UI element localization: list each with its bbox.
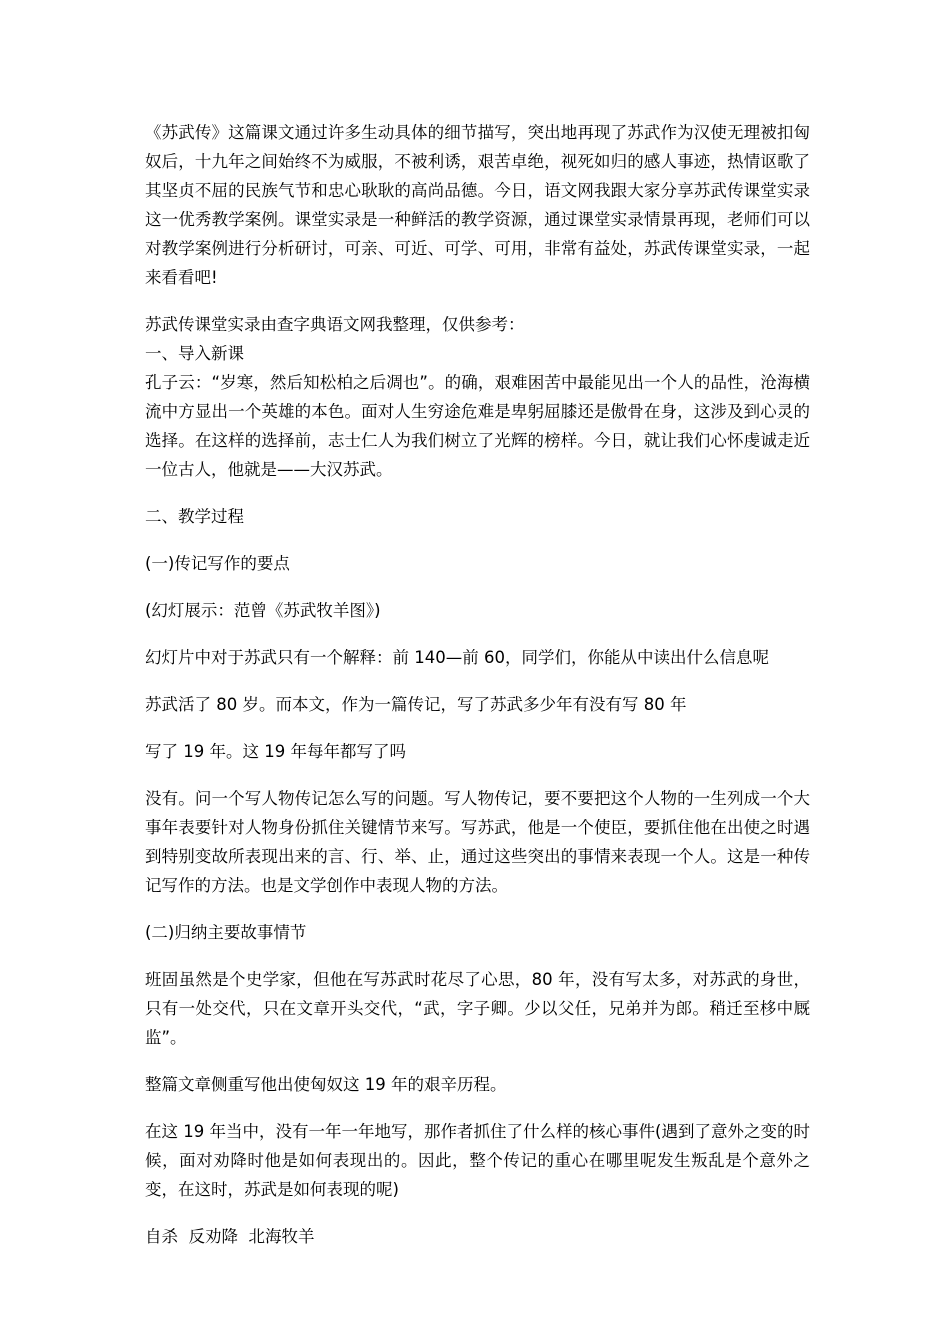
answer-paragraph-years: 写了 19 年。这 19 年每年都写了吗 <box>145 742 406 761</box>
answer-paragraph-age: 苏武活了 80 岁。而本文，作为一篇传记，写了苏武多少年有没有写 80 年 <box>145 695 687 714</box>
events-list: 自杀 反劝降 北海牧羊 <box>145 1227 315 1246</box>
focus-paragraph: 整篇文章侧重写他出使匈奴这 19 年的艰辛历程。 <box>145 1075 507 1094</box>
subheading-biography-points: (一)传记写作的要点 <box>145 554 290 573</box>
slide-note: (幻灯展示：范曾《苏武牧羊图》) <box>145 601 381 620</box>
intro-paragraph: 《苏武传》这篇课文通过许多生动具体的细节描写，突出地再现了苏武作为汉使无理被扣匈奴后，十九年之间始终不为威服，不被利诱，艰苦卓绝，视死如归的感人事迹，热情讴歌了其坚贞不屈的民族气节和忠心耿耿的高尚品德。今日，语文网我跟大家分享苏武传课堂实录这一优秀教学案例。课堂实录是一种鲜活的教学资源，通过课堂实录情景再现，老师们可以对教学案例进行分析研讨，可亲、可近、可学、可用，非常有益处，苏武传课堂实录，一起来看看吧! <box>145 123 810 287</box>
question-paragraph: 幻灯片中对于苏武只有一个解释：前 140—前 60，同学们，你能从中读出什么信息呢 <box>145 648 769 667</box>
bangu-paragraph: 班固虽然是个史学家，但他在写苏武时花尽了心思，80 年，没有写太多，对苏武的身世，只有一处交代，只在文章开头交代，“武，字子卿。少以父任，兄弟并为郎。稍迁至栘中厩监”。 <box>145 970 810 1047</box>
document-body <box>145 118 810 1269</box>
subheading-plot-summary: (二)归纳主要故事情节 <box>145 923 307 942</box>
core-events-paragraph: 在这 19 年当中，没有一年一年地写，那作者抓住了什么样的核心事件(遇到了意外之变的时候，面对劝降时他是如何表现出的。因此，整个传记的重心在哪里呢发生叛乱是个意外之变，在这时，苏武是如何表现的呢) <box>145 1122 810 1199</box>
source-note: 苏武传课堂实录由查字典语文网我整理，仅供参考： <box>145 315 525 334</box>
intro-text-paragraph: 孔子云：“岁寒，然后知松柏之后凋也”。的确，艰难困苦中最能见出一个人的品性，沧海横流中方显出一个英雄的本色。面对人生穷途危难是卑躬屈膝还是傲骨在身，这涉及到心灵的选择。在这样的选择前，志士仁人为我们树立了光辉的榜样。今日，就让我们心怀虔诚走近一位古人，他就是——大汉苏武。 <box>145 373 810 479</box>
section-heading-intro: 一、导入新课 <box>145 344 244 363</box>
biography-method-paragraph: 没有。问一个写人物传记怎么写的问题。写人物传记，要不要把这个人物的一生列成一个大事年表要针对人物身份抓住关键情节来写。写苏武，他是一个使臣，要抓住他在出使之时遇到特别变故所表现出来的言、行、举、止，通过这些突出的事情来表现一个人。这是一种传记写作的方法。也是文学创作中表现人物的方法。 <box>145 789 810 895</box>
section-heading-process: 二、教学过程 <box>145 507 244 526</box>
